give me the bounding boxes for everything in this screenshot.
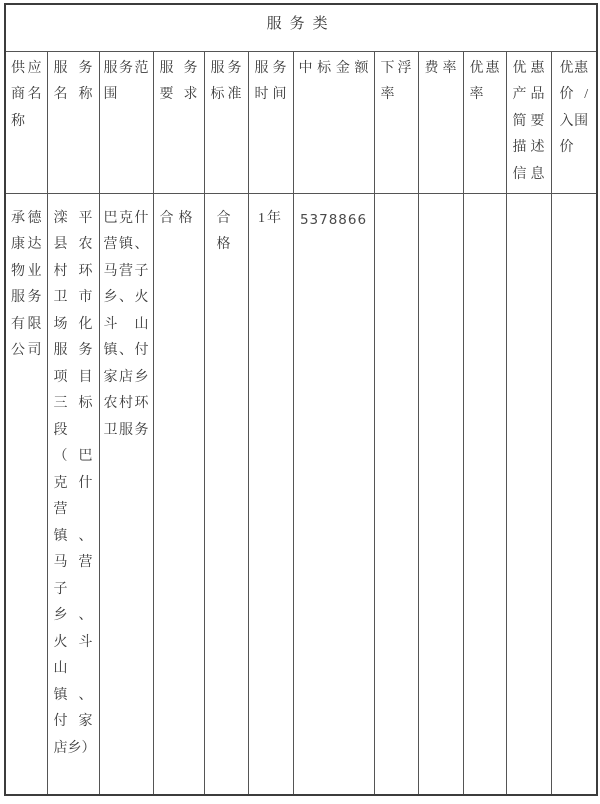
header-service-time: 服务时间	[248, 51, 293, 193]
table-title-row	[5, 4, 597, 51]
table-data-row	[5, 193, 597, 795]
header-fee-rate: 费率	[418, 51, 463, 193]
cell-product-description	[506, 193, 551, 795]
header-service-standard: 服务标准	[204, 51, 248, 193]
cell-fee-rate	[418, 193, 463, 795]
table-title: 服务类	[5, 4, 597, 51]
cell-service-scope: 巴克什营镇、马营子乡、火斗山镇、付家店乡农村环卫服务	[99, 193, 153, 795]
cell-service-standard: 合格	[204, 193, 248, 795]
header-preferential-rate: 优惠率	[463, 51, 506, 193]
service-category-table	[4, 3, 598, 796]
document-sheet	[4, 3, 597, 796]
cell-discount-rate	[374, 193, 418, 795]
header-discount-rate: 下浮率	[374, 51, 418, 193]
cell-preferential-rate	[463, 193, 506, 795]
cell-supplier-name: 承德康达物业服务有限公司	[5, 193, 47, 795]
header-service-requirement: 服务要求	[153, 51, 204, 193]
header-supplier-name: 供应商名称	[5, 51, 47, 193]
cell-service-time: 1年	[248, 193, 293, 795]
cell-bid-amount: 5378866	[293, 193, 374, 795]
header-bid-amount: 中标金额	[293, 51, 374, 193]
cell-service-requirement: 合格	[153, 193, 204, 795]
cell-preferential-price	[551, 193, 597, 795]
header-service-name: 服务名称	[47, 51, 99, 193]
table-header-row	[5, 51, 597, 193]
header-product-description: 优惠产品简要描述信息	[506, 51, 551, 193]
header-preferential-price: 优惠价/入围价	[551, 51, 597, 193]
cell-service-name: 滦平县农村环卫市场化服务项目三标段（巴克什营镇、马营子乡、火斗山镇、付家店乡）	[47, 193, 99, 795]
header-service-scope: 服务范围	[99, 51, 153, 193]
